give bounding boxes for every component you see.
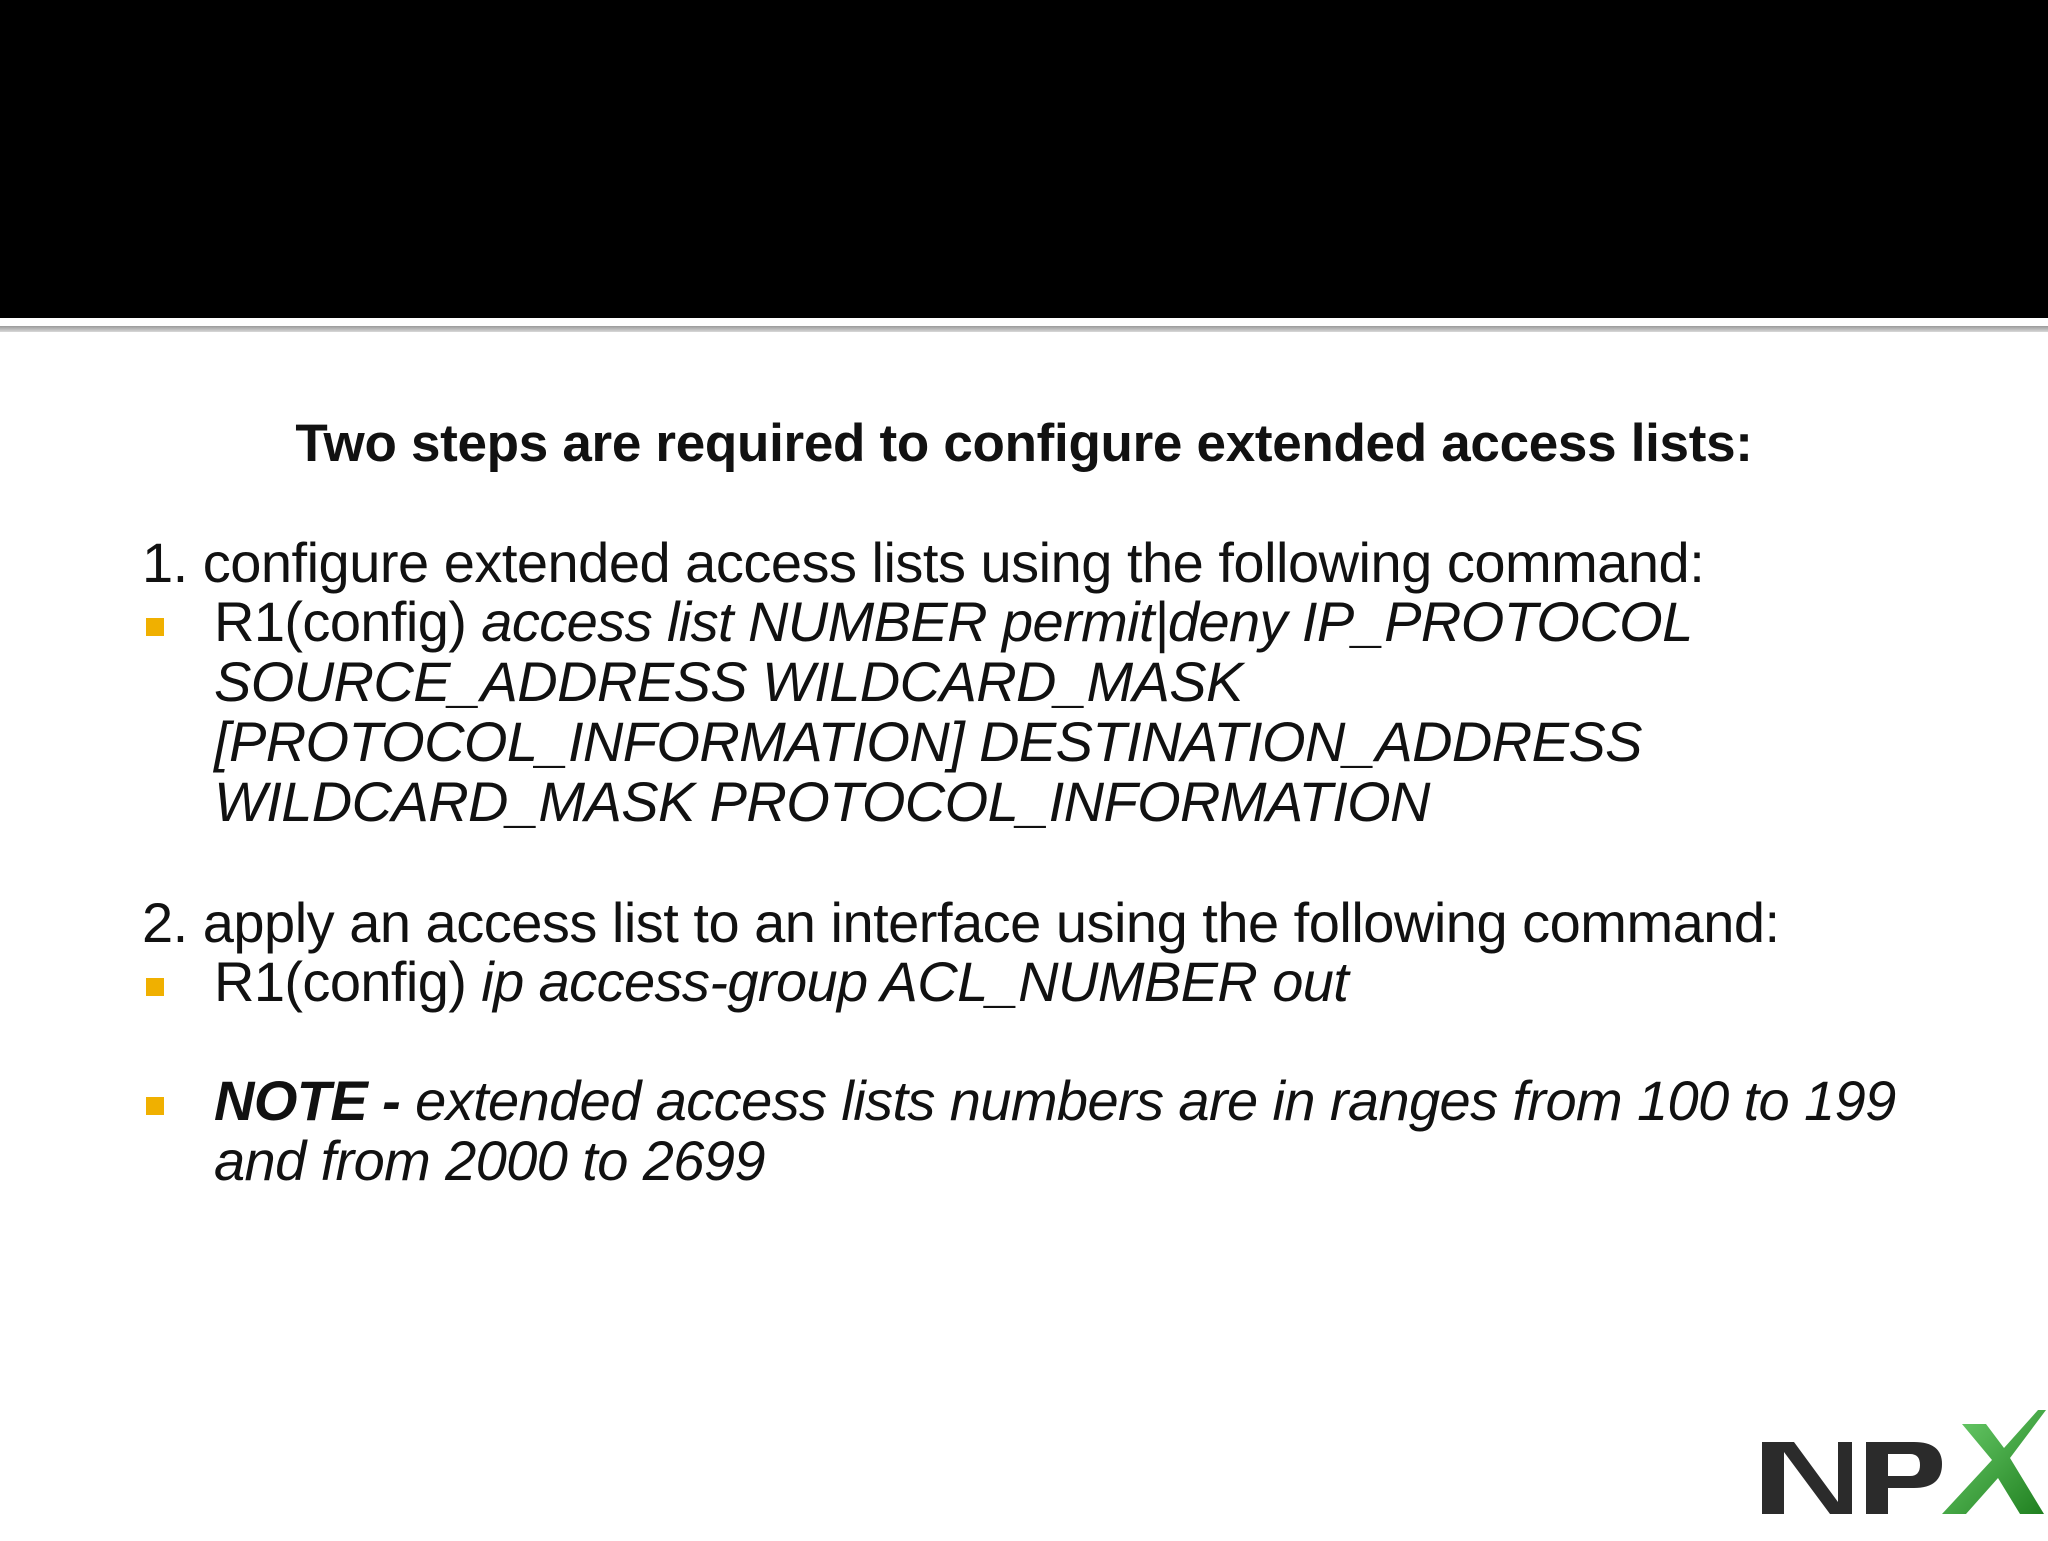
step-2-bullet-icon [146,978,164,996]
logo-letter-x [1942,1410,2046,1514]
note-bullet-icon [146,1097,164,1115]
step-1-command-prefix: R1(config) [214,590,467,653]
step-2-command [214,952,1994,1012]
header-divider [0,326,2048,332]
step-2-label: 2. apply an access list to an interface using the following command: [142,891,1780,954]
note [214,1071,1914,1191]
note-text: extended access lists numbers are in ranges from 100 to 199 and from 2000 to 2699 [214,1069,1896,1192]
logo-letter-p [1866,1442,1942,1514]
npx-logo-graphic [1756,1402,2046,1536]
header-band [0,0,2048,318]
step-1-command-syntax: access list NUMBER permit|deny IP_PROTOCOL SOURCE_ADDRESS WILDCARD_MASK [PROTOCOL_INFORMATION] DESTINATION_ADDRESS WILDCARD_MASK PROTOCOL_INFORMATION [214,590,1692,833]
slide-heading: Two steps are required to configure extended access lists: [295,414,1753,473]
step-2-command-prefix: R1(config) [214,950,467,1013]
step-2-command-syntax: ip access-group ACL_NUMBER out [481,950,1349,1013]
logo-letter-n [1762,1442,1852,1514]
step-1-label: 1. configure extended access lists using the following command: [142,531,1705,594]
note-label: NOTE - [214,1069,401,1132]
step-1-command [214,592,1994,832]
step-1-bullet-icon [146,618,164,636]
npx-logo [1756,1402,2046,1536]
